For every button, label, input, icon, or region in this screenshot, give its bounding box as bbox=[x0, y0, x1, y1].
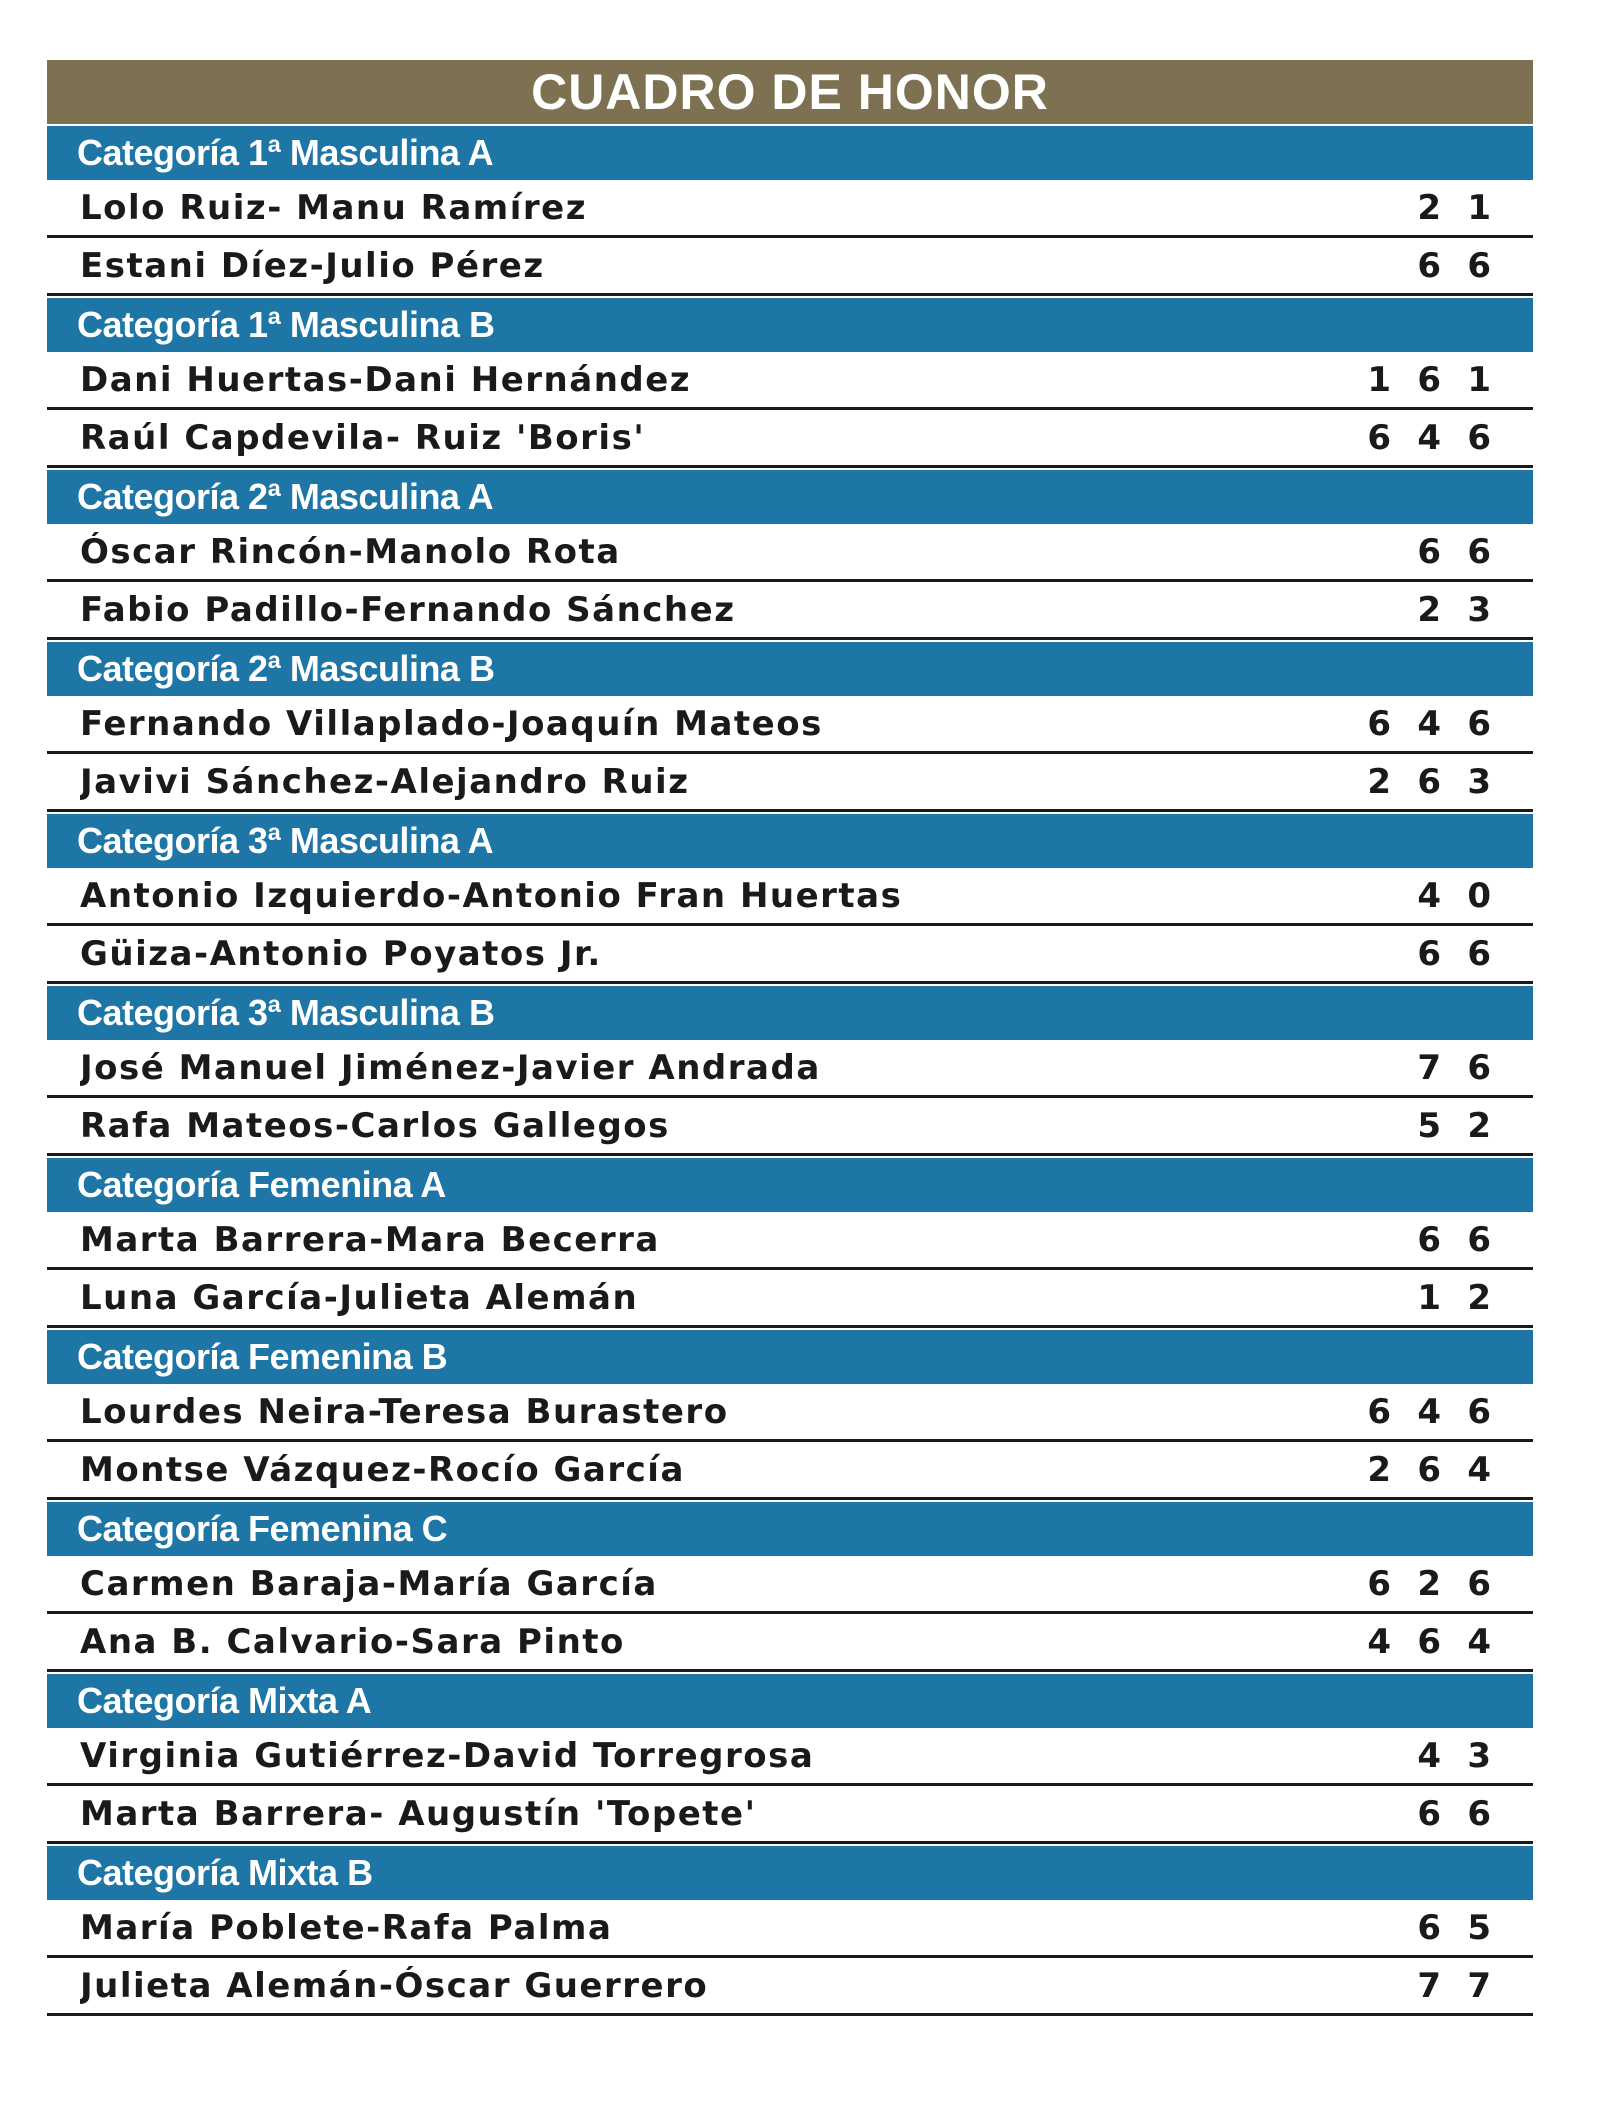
set-scores bbox=[1355, 360, 1505, 400]
pair-name: Virginia Gutiérrez-David Torregrosa bbox=[80, 1735, 815, 1776]
pair-name: Lolo Ruiz- Manu Ramírez bbox=[80, 187, 587, 228]
category-header: Categoría 1ª Masculina A bbox=[47, 124, 1533, 180]
set-score: 2 bbox=[1467, 1277, 1493, 1318]
set-score: 1 bbox=[1367, 359, 1393, 400]
pair-name: Carmen Baraja-María García bbox=[80, 1563, 658, 1604]
set-scores bbox=[1405, 1908, 1505, 1948]
set-score: 4 bbox=[1367, 1621, 1393, 1662]
set-score: 6 bbox=[1367, 417, 1393, 458]
set-score: 2 bbox=[1417, 589, 1443, 630]
pair-name: Fabio Padillo-Fernando Sánchez bbox=[80, 589, 736, 630]
set-score: 7 bbox=[1467, 1965, 1493, 2006]
category-header: Categoría 3ª Masculina B bbox=[47, 984, 1533, 1040]
match-row bbox=[47, 696, 1533, 754]
set-score: 1 bbox=[1467, 187, 1493, 228]
set-scores bbox=[1405, 1278, 1505, 1318]
pair-name: Fernando Villaplado-Joaquín Mateos bbox=[80, 703, 823, 744]
pair-name: Marta Barrera- Augustín 'Topete' bbox=[80, 1793, 757, 1834]
set-score: 4 bbox=[1467, 1621, 1493, 1662]
pair-name: Lourdes Neira-Teresa Burastero bbox=[80, 1391, 729, 1432]
set-score: 4 bbox=[1417, 703, 1443, 744]
category-section bbox=[47, 296, 1533, 468]
set-score: 6 bbox=[1467, 1391, 1493, 1432]
honor-board bbox=[47, 60, 1533, 2016]
match-row bbox=[47, 1384, 1533, 1442]
match-row bbox=[47, 1098, 1533, 1156]
set-score: 6 bbox=[1417, 245, 1443, 286]
categories-list bbox=[47, 124, 1533, 2016]
match-row bbox=[47, 410, 1533, 468]
set-scores bbox=[1405, 876, 1505, 916]
board-title: CUADRO DE HONOR bbox=[47, 60, 1533, 124]
set-score: 7 bbox=[1417, 1965, 1443, 2006]
category-header: Categoría 2ª Masculina A bbox=[47, 468, 1533, 524]
set-score: 3 bbox=[1467, 589, 1493, 630]
category-header: Categoría 2ª Masculina B bbox=[47, 640, 1533, 696]
category-section bbox=[47, 812, 1533, 984]
category-header: Categoría Mixta B bbox=[47, 1844, 1533, 1900]
match-row bbox=[47, 352, 1533, 410]
set-score: 2 bbox=[1367, 761, 1393, 802]
pair-name: José Manuel Jiménez-Javier Andrada bbox=[80, 1047, 821, 1088]
pair-name: Estani Díez-Julio Pérez bbox=[80, 245, 545, 286]
category-section bbox=[47, 640, 1533, 812]
set-score: 6 bbox=[1417, 1449, 1443, 1490]
set-score: 6 bbox=[1467, 1793, 1493, 1834]
set-score: 0 bbox=[1467, 875, 1493, 916]
set-score: 7 bbox=[1417, 1047, 1443, 1088]
set-score: 6 bbox=[1417, 1793, 1443, 1834]
set-score: 6 bbox=[1417, 761, 1443, 802]
set-score: 5 bbox=[1417, 1105, 1443, 1146]
set-score: 6 bbox=[1467, 933, 1493, 974]
set-score: 6 bbox=[1417, 359, 1443, 400]
match-row bbox=[47, 1270, 1533, 1328]
match-row bbox=[47, 1614, 1533, 1672]
set-scores bbox=[1355, 762, 1505, 802]
set-scores bbox=[1405, 1736, 1505, 1776]
pair-name: Antonio Izquierdo-Antonio Fran Huertas bbox=[80, 875, 903, 916]
match-row bbox=[47, 1958, 1533, 2016]
match-row bbox=[47, 1728, 1533, 1786]
category-section bbox=[47, 124, 1533, 296]
category-section bbox=[47, 1500, 1533, 1672]
set-scores bbox=[1405, 532, 1505, 572]
pair-name: Luna García-Julieta Alemán bbox=[80, 1277, 639, 1318]
set-score: 2 bbox=[1417, 1563, 1443, 1604]
category-section bbox=[47, 984, 1533, 1156]
match-row bbox=[47, 1556, 1533, 1614]
set-score: 2 bbox=[1467, 1105, 1493, 1146]
set-score: 6 bbox=[1467, 417, 1493, 458]
match-row bbox=[47, 926, 1533, 984]
category-header: Categoría Femenina A bbox=[47, 1156, 1533, 1212]
set-scores bbox=[1405, 1106, 1505, 1146]
category-header: Categoría 3ª Masculina A bbox=[47, 812, 1533, 868]
pair-name: Ana B. Calvario-Sara Pinto bbox=[80, 1621, 625, 1662]
match-row bbox=[47, 1040, 1533, 1098]
set-score: 6 bbox=[1467, 1047, 1493, 1088]
match-row bbox=[47, 1900, 1533, 1958]
set-scores bbox=[1405, 1220, 1505, 1260]
set-score: 6 bbox=[1467, 1219, 1493, 1260]
set-score: 4 bbox=[1417, 1391, 1443, 1432]
set-score: 2 bbox=[1367, 1449, 1393, 1490]
pair-name: Montse Vázquez-Rocío García bbox=[80, 1449, 685, 1490]
category-section bbox=[47, 468, 1533, 640]
set-score: 4 bbox=[1417, 875, 1443, 916]
match-row bbox=[47, 1442, 1533, 1500]
set-scores bbox=[1405, 1966, 1505, 2006]
set-score: 2 bbox=[1417, 187, 1443, 228]
set-scores bbox=[1355, 1564, 1505, 1604]
set-scores bbox=[1355, 1450, 1505, 1490]
set-score: 5 bbox=[1467, 1907, 1493, 1948]
pair-name: Raúl Capdevila- Ruiz 'Boris' bbox=[80, 417, 646, 458]
set-scores bbox=[1405, 590, 1505, 630]
set-score: 6 bbox=[1467, 703, 1493, 744]
set-score: 4 bbox=[1417, 1735, 1443, 1776]
set-score: 6 bbox=[1417, 933, 1443, 974]
category-section bbox=[47, 1156, 1533, 1328]
set-score: 6 bbox=[1417, 531, 1443, 572]
set-score: 6 bbox=[1467, 1563, 1493, 1604]
match-row bbox=[47, 1786, 1533, 1844]
set-score: 4 bbox=[1467, 1449, 1493, 1490]
pair-name: Javivi Sánchez-Alejandro Ruiz bbox=[80, 761, 690, 802]
set-score: 1 bbox=[1467, 359, 1493, 400]
set-score: 4 bbox=[1417, 417, 1443, 458]
set-scores bbox=[1405, 188, 1505, 228]
match-row bbox=[47, 524, 1533, 582]
set-score: 6 bbox=[1417, 1621, 1443, 1662]
pair-name: Dani Huertas-Dani Hernández bbox=[80, 359, 692, 400]
set-scores bbox=[1405, 934, 1505, 974]
set-scores bbox=[1405, 1794, 1505, 1834]
set-scores bbox=[1405, 246, 1505, 286]
category-header: Categoría Femenina B bbox=[47, 1328, 1533, 1384]
set-score: 1 bbox=[1417, 1277, 1443, 1318]
set-scores bbox=[1405, 1048, 1505, 1088]
set-score: 6 bbox=[1467, 531, 1493, 572]
set-score: 6 bbox=[1367, 1391, 1393, 1432]
set-scores bbox=[1355, 1392, 1505, 1432]
set-score: 6 bbox=[1417, 1907, 1443, 1948]
pair-name: Marta Barrera-Mara Becerra bbox=[80, 1219, 660, 1260]
pair-name: Güiza-Antonio Poyatos Jr. bbox=[80, 933, 602, 974]
match-row bbox=[47, 582, 1533, 640]
set-score: 3 bbox=[1467, 761, 1493, 802]
set-score: 3 bbox=[1467, 1735, 1493, 1776]
set-score: 6 bbox=[1417, 1219, 1443, 1260]
set-scores bbox=[1355, 1622, 1505, 1662]
match-row bbox=[47, 238, 1533, 296]
set-score: 6 bbox=[1467, 245, 1493, 286]
pair-name: Julieta Alemán-Óscar Guerrero bbox=[80, 1965, 709, 2006]
pair-name: Óscar Rincón-Manolo Rota bbox=[80, 531, 621, 572]
category-section bbox=[47, 1844, 1533, 2016]
pair-name: Rafa Mateos-Carlos Gallegos bbox=[80, 1105, 670, 1146]
category-header: Categoría 1ª Masculina B bbox=[47, 296, 1533, 352]
pair-name: María Poblete-Rafa Palma bbox=[80, 1907, 613, 1948]
set-score: 6 bbox=[1367, 1563, 1393, 1604]
match-row bbox=[47, 1212, 1533, 1270]
set-scores bbox=[1355, 704, 1505, 744]
category-section bbox=[47, 1328, 1533, 1500]
match-row bbox=[47, 180, 1533, 238]
category-header: Categoría Mixta A bbox=[47, 1672, 1533, 1728]
set-scores bbox=[1355, 418, 1505, 458]
match-row bbox=[47, 868, 1533, 926]
category-header: Categoría Femenina C bbox=[47, 1500, 1533, 1556]
category-section bbox=[47, 1672, 1533, 1844]
set-score: 6 bbox=[1367, 703, 1393, 744]
match-row bbox=[47, 754, 1533, 812]
